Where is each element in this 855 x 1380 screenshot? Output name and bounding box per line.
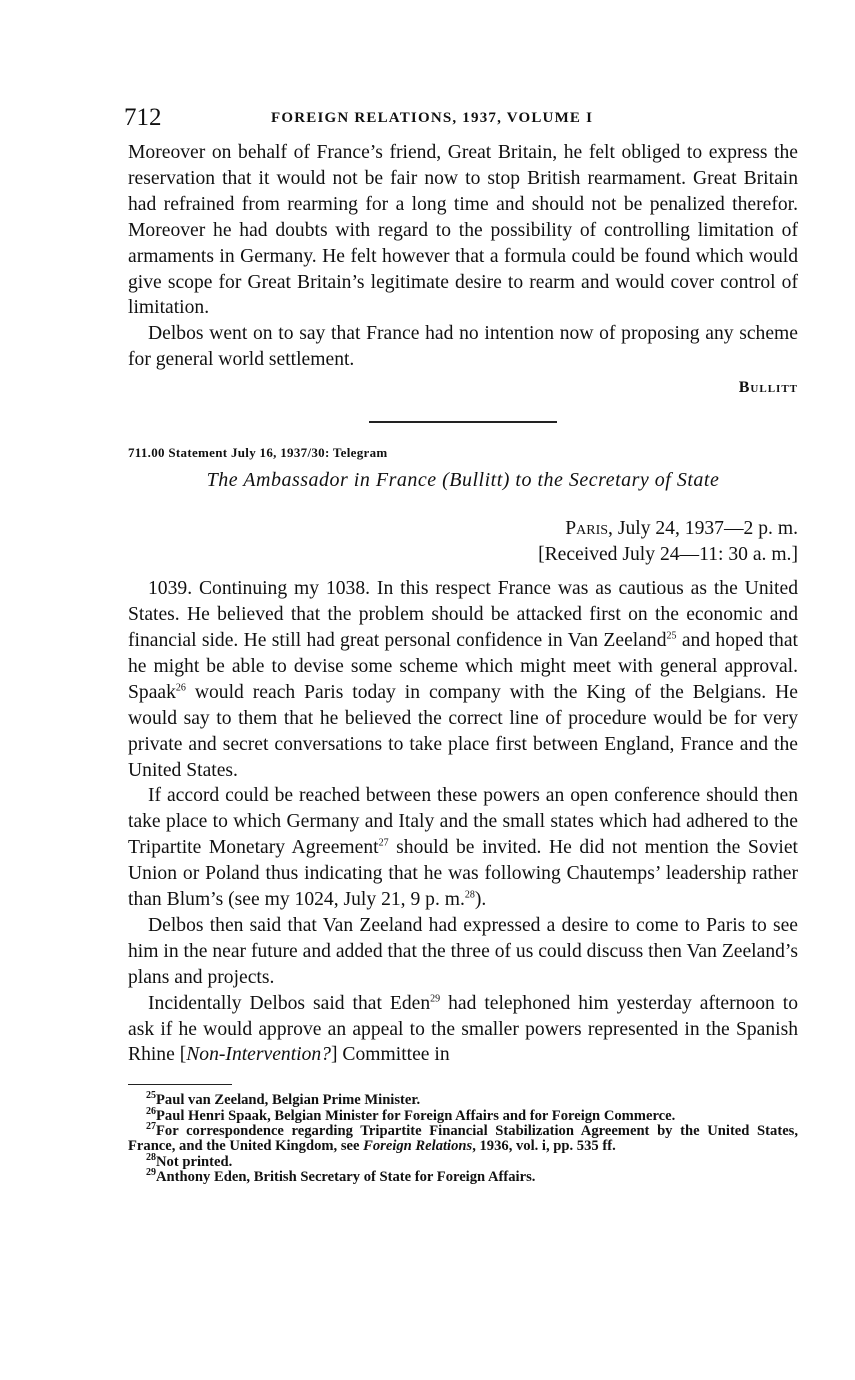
footnote-ref: 28 [464,889,475,901]
continuation-paragraph: Moreover on behalf of France’s friend, Great Britain, he felt obliged to express the reservation that it would not be fair now to stop British rearmament. Great Britain had refrained from rearming for a long time and should not be penalized therefor. Moreover he had doubts with regard to the possibility of controlling limitation of armaments in Germany. He felt however that a formula could be found which would give scope for Great Britain’s legitimate desire to rearm and would cover control of limitation. [128,142,798,319]
footnote-27: $^{27}$For correspondence regarding Tripartite Financial Stabilization Agreement by the United States, France, and the United Kingdom, see Foreign Relations, 1936, vol. i, pp. 535 ff. [128,1121,798,1155]
footnote-29: $^{29}$Anthony Eden, British Secretary of State for Foreign Affairs. [146,1167,536,1185]
dateline-time: , July 24, 1937—2 p. m. [608,518,798,540]
footnote-rule [128,1084,232,1085]
running-head: FOREIGN RELATIONS, 1937, VOLUME I [271,110,594,126]
footnote-ref: 25 [666,630,677,642]
section-divider [369,421,557,423]
footnote-28: $^{28}$Not printed. [146,1151,233,1170]
dateline-sent [128,516,798,542]
message-paragraph: Incidentally Delbos said that Eden$^{29}$ had telephoned him yesterday afternoon to ask if he would approve an appeal to the smaller powers represented in the Spanish Rhine [Non-Intervention?] Committee in [128,992,798,1066]
footnotes [128,1090,798,1185]
page-number: 712 [124,104,162,131]
message-paragraph: 1039. Continuing my 1038. In this respect France was as cautious as the United States. He believed that the problem should be attacked first on the economic and financial side. He still had great personal confidence in Van Zeeland$^{25}$ and hoped that he might be able to devise some scheme which might meet with general approval. Spaak$^{26}$ would reach Paris today in company with the King of the Belgians. He would say to them that he believed the correct line of procedure would be for very private and secret conversations to take place first between England, France and the United States. [128,578,798,781]
dateline-received: [Received July 24—11: 30 a. m.] [538,544,798,566]
footnote-ref: 27 [378,837,389,849]
page-header [124,100,798,140]
signature: Bullitt [738,379,798,397]
document-title: The Ambassador in France (Bullitt) to the Secretary of State [206,469,720,492]
footnote-25: $^{25}$Paul van Zeeland, Belgian Prime Minister. [146,1090,421,1109]
document-page [124,100,798,1185]
footnote-ref: 26 [175,682,186,694]
message-paragraph: If accord could be reached between these powers an open conference should then take place to which Germany and Italy and the small states which had adhered to the Tripartite Monetary Agreement$^{27}$ should be invited. He did not mention the Soviet Union or Poland thus indicating that he was following Chautemps’ leadership rather than Blum’s (see my 1024, July 21, 9 p. m.$^{28}$). [128,785,798,911]
message-paragraph: Delbos then said that Van Zeeland had expressed a desire to come to Paris to see him in the near future and added that the three of us could discuss then Van Zeeland’s plans and projects. [128,914,798,988]
dateline [128,516,798,568]
file-reference: 711.00 Statement July 16, 1937/30: Telegram [128,445,388,461]
continuation-paragraph: Delbos went on to say that France had no intention now of proposing any scheme for general world settlement. [128,323,798,371]
footnote-26: $^{26}$Paul Henri Spaak, Belgian Minister for Foreign Affairs and for Foreign Commerce. [146,1105,676,1124]
dateline-place: Paris [565,518,609,540]
footnote-ref: 29 [430,993,441,1005]
